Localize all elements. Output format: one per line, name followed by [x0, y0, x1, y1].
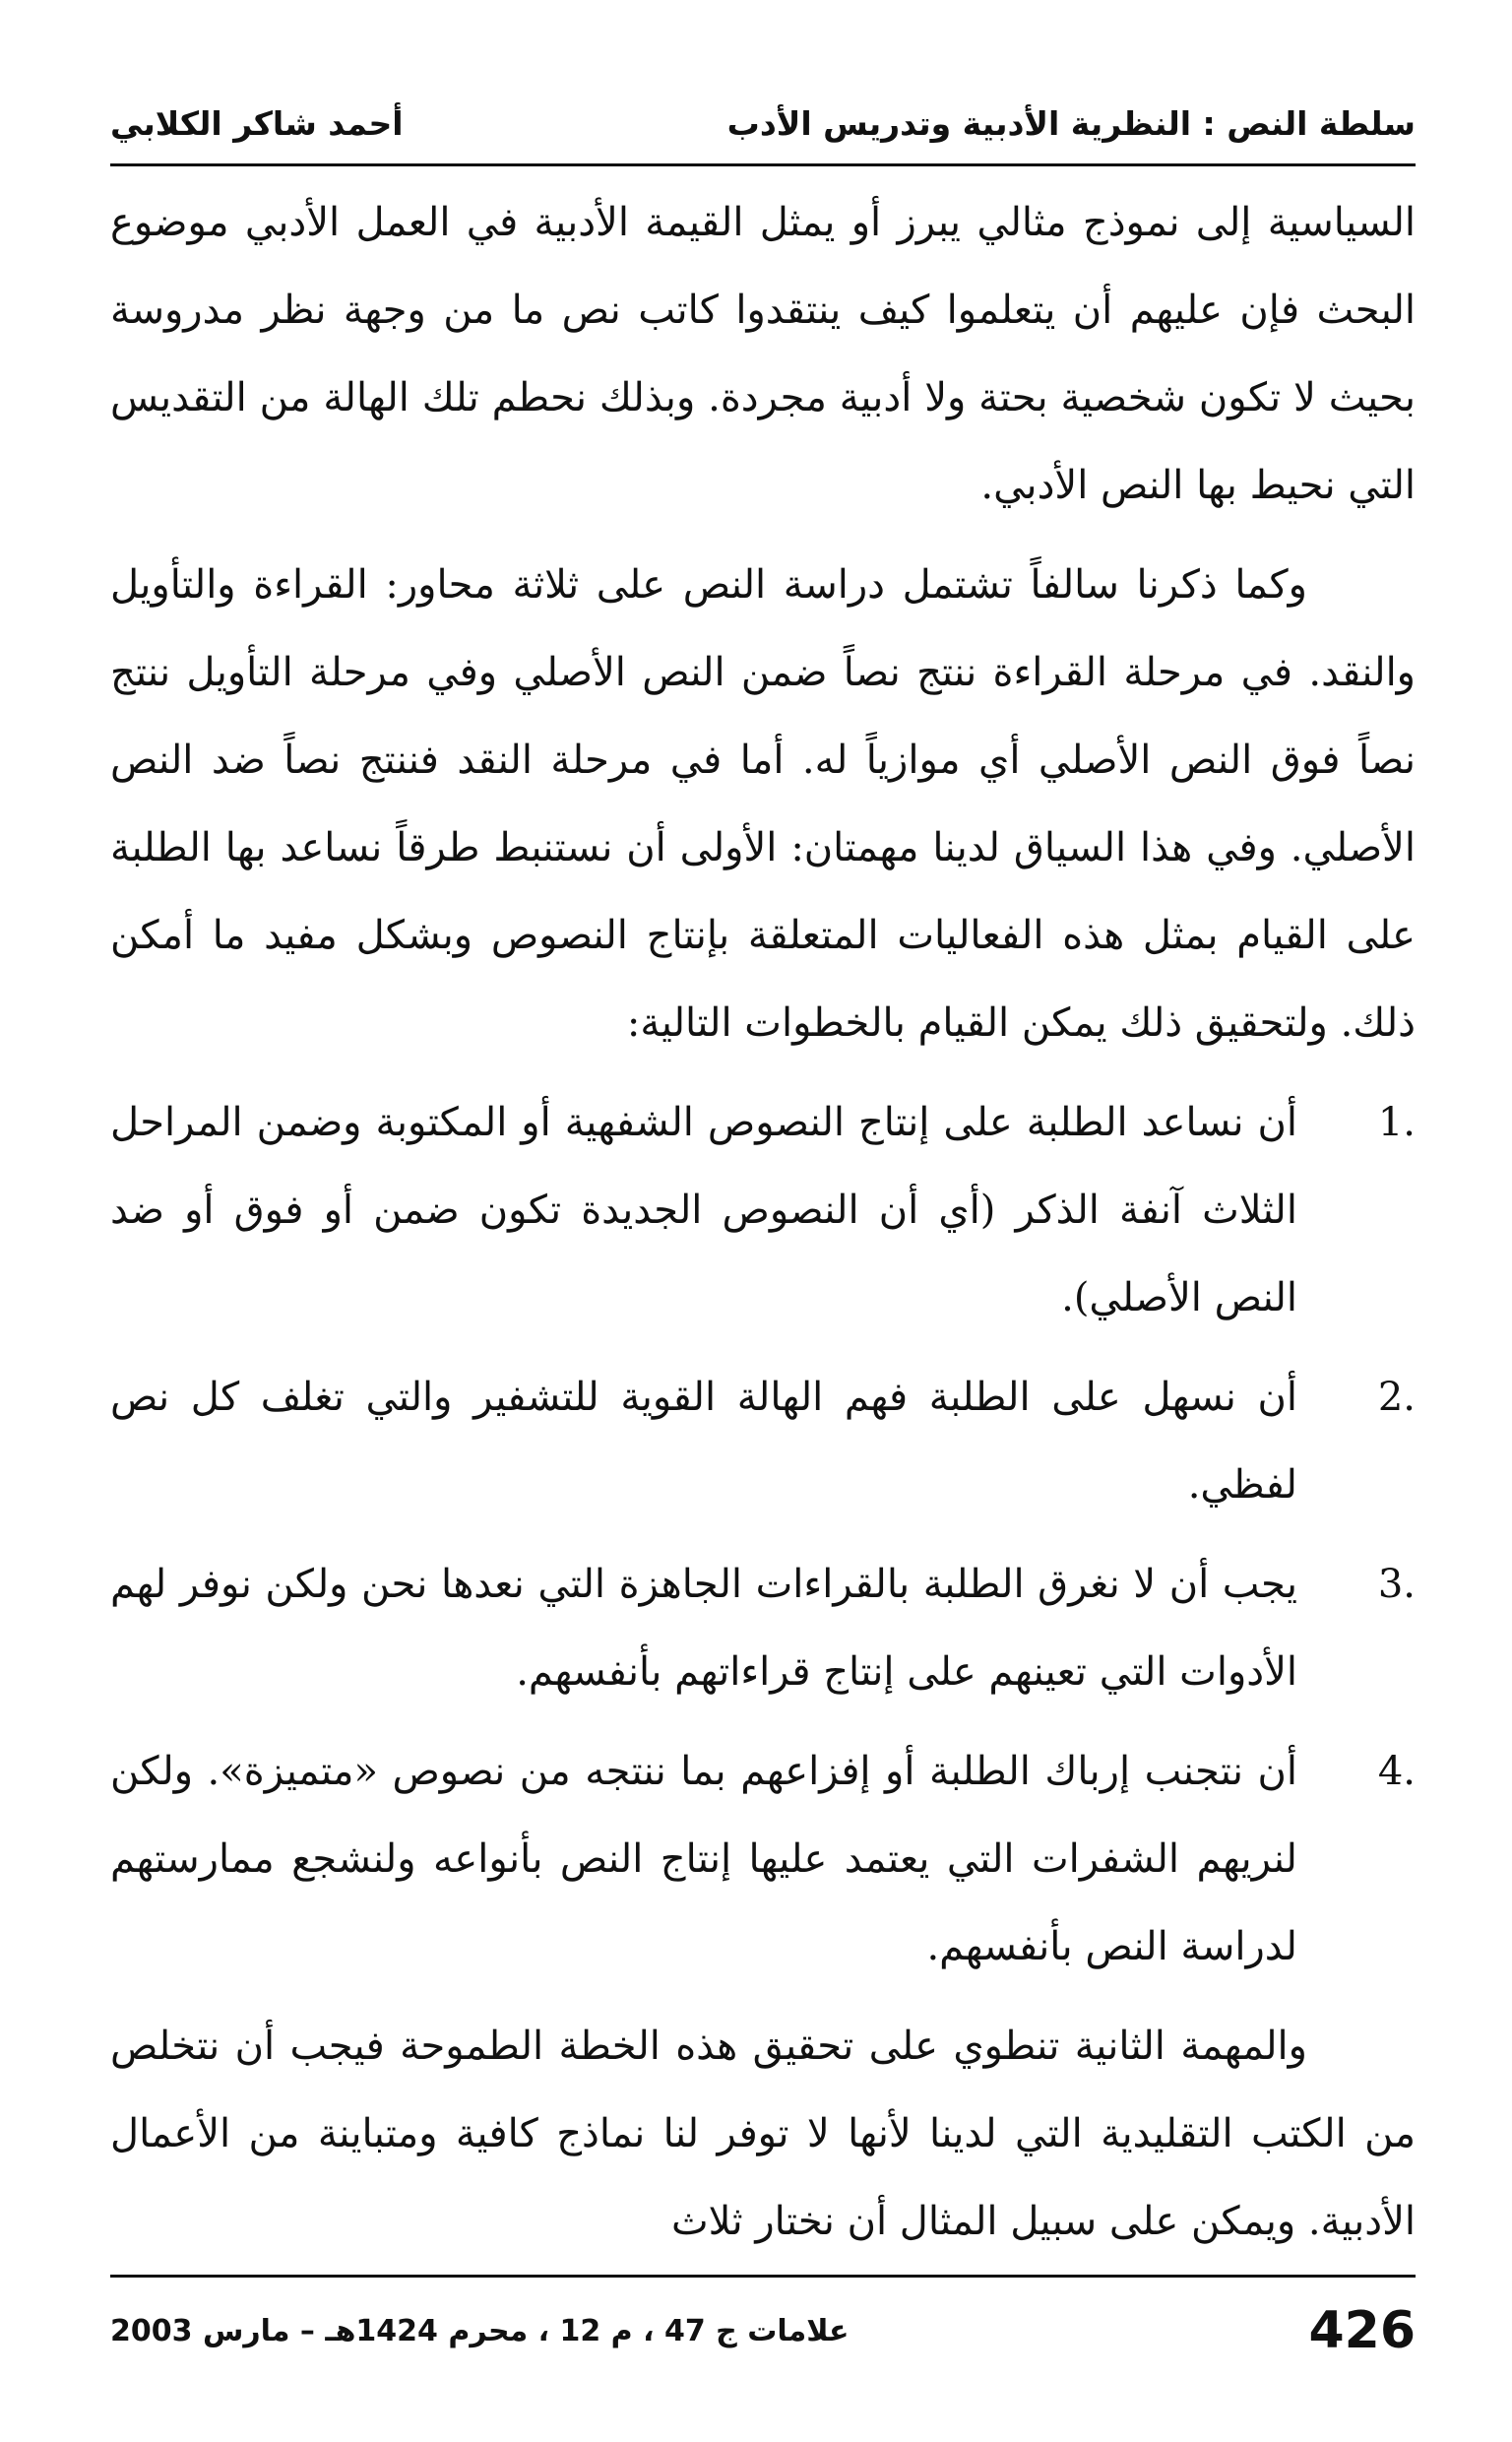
paragraph-axes: وكما ذكرنا سالفاً تشتمل دراسة النص على ثلاثة محاور: القراءة والتأويل والنقد. في مرحلة القراءة ننتج نصاً ضمن النص الأصلي وفي مرحلة التأويل ننتج نصاً فوق النص الأصلي أي موازياً له. أما في مرحلة النقد فننتج نصاً ضد النص الأصلي. وفي هذا السياق لدينا مهمتان: الأولى أن نستنبط طرقاً نساعد بها الطلبة على القيام بمثل هذه الفعاليات المتعلقة بإنتاج النصوص وبشكل مفيد ما أمكن ذلك. ولتحقيق ذلك يمكن القيام بالخطوات التالية: [110, 562, 1416, 1046]
body-text [110, 179, 1416, 2278]
paragraph-second-task: والمهمة الثانية تنطوي على تحقيق هذه الخطة الطموحة فيجب أن نتخلص من الكتب التقليدية التي لدينا لأنها لا توفر لنا نماذج كافية ومتباينة من الأعمال الأدبية. ويمكن على سبيل المثال أن نختار ثلاث [110, 2024, 1416, 2244]
list-item-number: 4. [1377, 1749, 1416, 1794]
list-item-number: 2. [1377, 1375, 1416, 1420]
list-item-text: أن نتجنب إرباك الطلبة أو إفزاعهم بما ننتجه من نصوص «متميزة». ولكن لنريهم الشفرات التي يعتمد عليها إنتاج النص بأنواعه ولنشجع ممارستهم لدراسة النص بأنفسهم. [110, 1749, 1297, 1969]
list-item-number: 1. [1377, 1100, 1416, 1145]
page-footer [110, 2296, 1416, 2365]
list-item-text: أن نسهل على الطلبة فهم الهالة القوية للتشفير والتي تغلف كل نص لفظي. [110, 1375, 1297, 1508]
running-head [110, 89, 1416, 158]
list-item-text: أن نساعد الطلبة على إنتاج النصوص الشفهية أو المكتوبة وضمن المراحل الثلاث آنفة الذكر (أي أن النصوص الجديدة تكون ضمن أو فوق أو ضد النص الأصلي). [110, 1100, 1297, 1320]
running-head-author: أحمد شاكر الكلابي [110, 103, 404, 143]
list-item [110, 1728, 1416, 1991]
list-item [110, 1079, 1416, 1342]
list-item [110, 1541, 1416, 1716]
paragraph-continued: السياسية إلى نموذج مثالي يبرز أو يمثل القيمة الأدبية في العمل الأدبي موضوع البحث فإن عليهم أن يتعلموا كيف ينتقدوا كاتب نص ما من وجهة نظر مدروسة بحيث لا تكون شخصية بحتة ولا أدبية مجردة. وبذلك نحطم تلك الهالة من التقديس التي نحيط بها النص الأدبي. [110, 200, 1416, 508]
page-number: 426 [1308, 2301, 1416, 2360]
header-rule [110, 163, 1416, 166]
list-item-number: 3. [1377, 1562, 1416, 1607]
list-item-text: يجب أن لا نغرق الطلبة بالقراءات الجاهزة التي نعدها نحن ولكن نوفر لهم الأدوات التي تعينهم على إنتاج قراءاتهم بأنفسهم. [110, 1562, 1297, 1695]
list-item [110, 1354, 1416, 1529]
document-page [110, 69, 1416, 2393]
journal-citation: علامات ج 47 ، م 12 ، محرم 1424هـ – مارس 2003 [110, 2313, 850, 2348]
footer-rule [110, 2275, 1416, 2278]
running-head-title: سلطة النص : النظرية الأدبية وتدريس الأدب [726, 103, 1416, 143]
